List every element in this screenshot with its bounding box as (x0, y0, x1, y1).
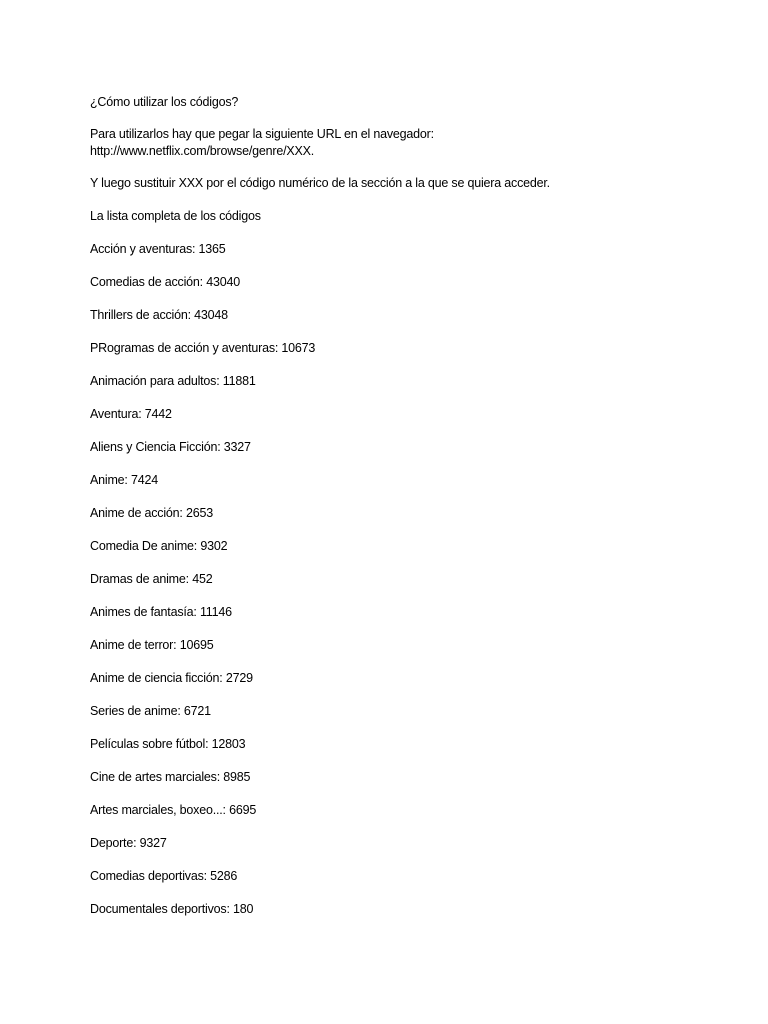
list-item: Cine de artes marciales: 8985 (90, 770, 251, 784)
list-item: Anime de ciencia ficción: 2729 (90, 671, 253, 685)
list-item: Comedias de acción: 43040 (90, 275, 240, 289)
list-item: Animación para adultos: 11881 (90, 374, 256, 388)
list-item: Anime de terror: 10695 (90, 638, 214, 652)
list-item: Artes marciales, boxeo...: 6695 (90, 803, 257, 817)
list-item: Thrillers de acción: 43048 (90, 308, 228, 322)
list-title: La lista completa de los códigos (90, 209, 261, 223)
list-item: Dramas de anime: 452 (90, 572, 213, 586)
instructions-url: http://www.netflix.com/browse/genre/XXX. (90, 144, 315, 158)
list-item: Aventura: 7442 (90, 407, 172, 421)
list-item: Comedias deportivas: 5286 (90, 869, 238, 883)
list-item: Comedia De anime: 9302 (90, 539, 228, 553)
list-item: Películas sobre fútbol: 12803 (90, 737, 246, 751)
list-item: Documentales deportivos: 180 (90, 902, 254, 916)
document-body (90, 94, 730, 918)
list-item: Acción y aventuras: 1365 (90, 242, 226, 256)
instructions-line-1: Para utilizarlos hay que pegar la siguiente URL en el navegador: (90, 127, 434, 141)
list-item: Animes de fantasía: 11146 (90, 605, 232, 619)
replace-note: Y luego sustituir XXX por el código numérico de la sección a la que se quiera acceder. (90, 176, 550, 190)
list-item: PRogramas de acción y aventuras: 10673 (90, 341, 316, 355)
heading: ¿Cómo utilizar los códigos? (90, 95, 239, 109)
list-item: Anime de acción: 2653 (90, 506, 213, 520)
list-item: Deporte: 9327 (90, 836, 167, 850)
list-item: Anime: 7424 (90, 473, 158, 487)
list-item: Aliens y Ciencia Ficción: 3327 (90, 440, 251, 454)
list-item: Series de anime: 6721 (90, 704, 211, 718)
